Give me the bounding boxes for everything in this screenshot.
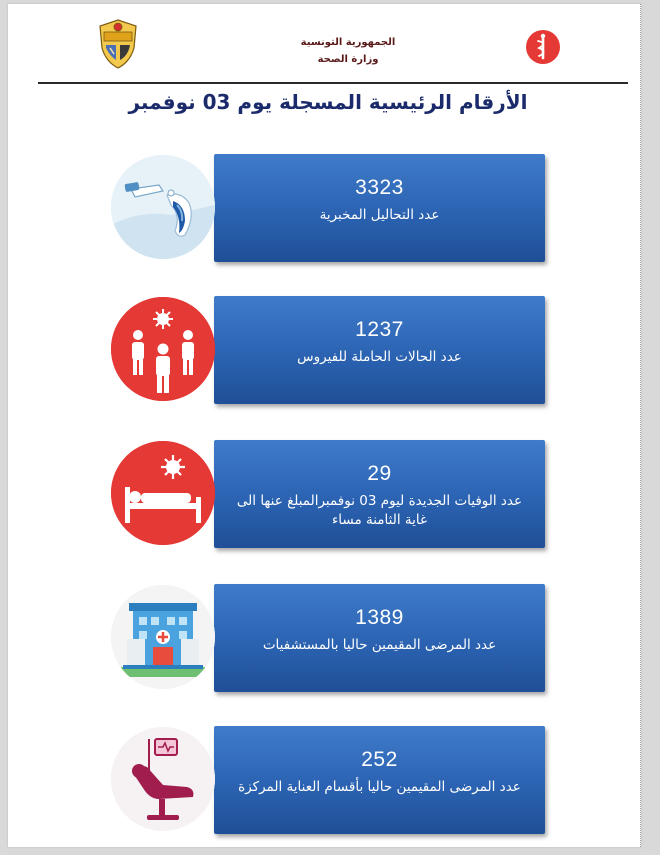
org-country: الجمهورية التونسية: [300, 37, 396, 48]
hospital-icon: [111, 585, 215, 689]
intensive-care-icon: [111, 727, 215, 831]
stat-value: 1389: [355, 606, 404, 629]
lab-test-icon: [111, 155, 215, 259]
infected-people-icon: [111, 297, 215, 401]
stat-card-positive-cases: [214, 296, 545, 404]
document-page: [8, 4, 641, 847]
stat-card-hospitalized: [214, 584, 545, 692]
stat-card-lab-tests: [214, 154, 545, 262]
patient-bed-virus-icon: [111, 441, 215, 545]
stat-value: 3323: [355, 176, 404, 199]
stat-value: 29: [367, 462, 392, 485]
letterhead: [38, 12, 628, 84]
stat-label: عدد المرضى المقيمين حاليا بالمستشفيات: [262, 637, 497, 653]
tunisia-coat-of-arms-icon: [96, 18, 140, 70]
page-title: الأرقام الرئيسية المسجلة يوم 03 نوفمبر: [128, 90, 528, 114]
stat-label: عدد الوفيات الجديدة ليوم 03 نوفمبرالمبلغ عنها الى غاية الثامنة مساء: [236, 493, 523, 528]
stat-card-new-deaths: [214, 440, 545, 548]
stat-label: عدد المرضى المقيمين حاليا بأقسام العناية المركزة: [238, 779, 521, 795]
org-ministry: وزارة الصحة: [317, 54, 379, 65]
stat-label: عدد الحالات الحاملة للفيروس: [297, 349, 462, 365]
ministry-of-health-logo-icon: [525, 29, 561, 65]
stat-card-intensive-care: [214, 726, 545, 834]
stat-value: 1237: [355, 318, 404, 341]
issuing-organization: [268, 34, 428, 68]
stat-value: 252: [361, 748, 398, 771]
stat-label: عدد التحاليل المخبرية: [319, 207, 440, 223]
